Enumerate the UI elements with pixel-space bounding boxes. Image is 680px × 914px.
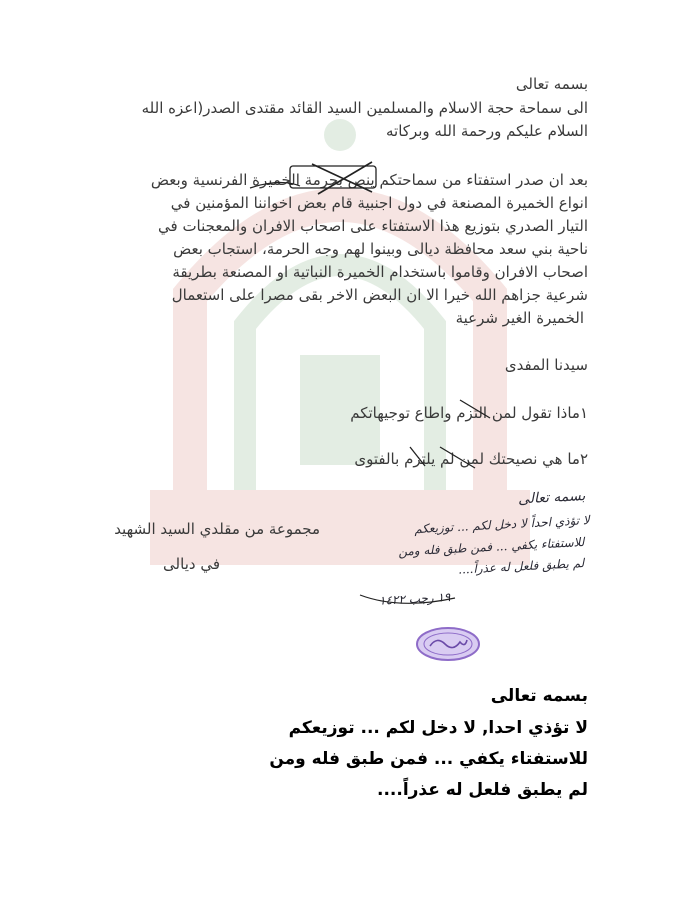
- letter-body-line: اصحاب الافران وقاموا باستخدام الخميرة النباتية او المصنعة بطريقة: [172, 263, 588, 281]
- letter-salutation: سيدنا المفدى: [504, 356, 588, 374]
- typed-reply-line: لم يطبق فلعل له عذراً....: [376, 780, 588, 800]
- letter-heading: بسمه تعالى: [515, 75, 588, 93]
- letter-body-line: ناحية بني سعد محافظة ديالى وبينوا لهم وجه الحرمة، استجاب بعض: [173, 240, 588, 258]
- letter-body-line: انواع الخميرة المصنعة في دول اجنبية قام بعض اخواننا المؤمنين في: [170, 194, 588, 212]
- letter-addressee: الى سماحة حجة الاسلام والمسلمين السيد القائد مقتدى الصدر(اعزه الله: [141, 99, 588, 117]
- typed-reply-line: لا تؤذي احدا, لا دخل لكم ... توزيعكم: [288, 718, 588, 738]
- signature-location: في ديالى: [163, 555, 220, 573]
- typed-reply-line: للاستفتاء يكفي ... فمن طبق فله ومن: [269, 749, 588, 769]
- letter-body-line: شرعية جزاهم الله خيرا الا ان البعض الاخر بقى مصرا على استعمال: [171, 286, 588, 304]
- letter-body-line: التيار الصدري بتوزيع هذا الاستفتاء على اصحاب الافران والمعجنات في: [158, 217, 588, 235]
- question-1: ١ماذا تقول لمن التزم واطاع توجيهاتكم: [350, 404, 588, 422]
- handwritten-date: ١٩ رجب ١٤٢٢: [378, 590, 451, 608]
- handwritten-reply-line: بسمه تعالى: [517, 488, 586, 508]
- handwritten-reply-line: لا تؤذي احداً لا دخل لكم ... توزيعكم: [414, 513, 591, 537]
- letter-body-line: الخميرة الغير شرعية: [455, 309, 584, 327]
- handwritten-reply-line: للاستفتاء يكفي ... فمن طبق فله ومن: [397, 535, 585, 559]
- question-2: ٢ما هي نصيحتك لمن لم يلتزم بالفتوى: [354, 450, 588, 468]
- mosque-watermark-logo: [150, 95, 530, 565]
- signature-group: مجموعة من مقلدي السيد الشهيد: [114, 520, 320, 538]
- letter-body-line: بعد ان صدر استفتاء من سماحتكم ينص بحرمة الخميرة الفرنسية وبعض: [150, 171, 588, 189]
- typed-reply-line: بسمه تعالى: [490, 686, 588, 706]
- official-stamp-seal: [415, 626, 481, 662]
- letter-greeting: السلام عليكم ورحمة الله وبركاته: [386, 122, 588, 140]
- handwritten-reply-line: لم يطبق فلعل له عذراً....: [457, 556, 585, 577]
